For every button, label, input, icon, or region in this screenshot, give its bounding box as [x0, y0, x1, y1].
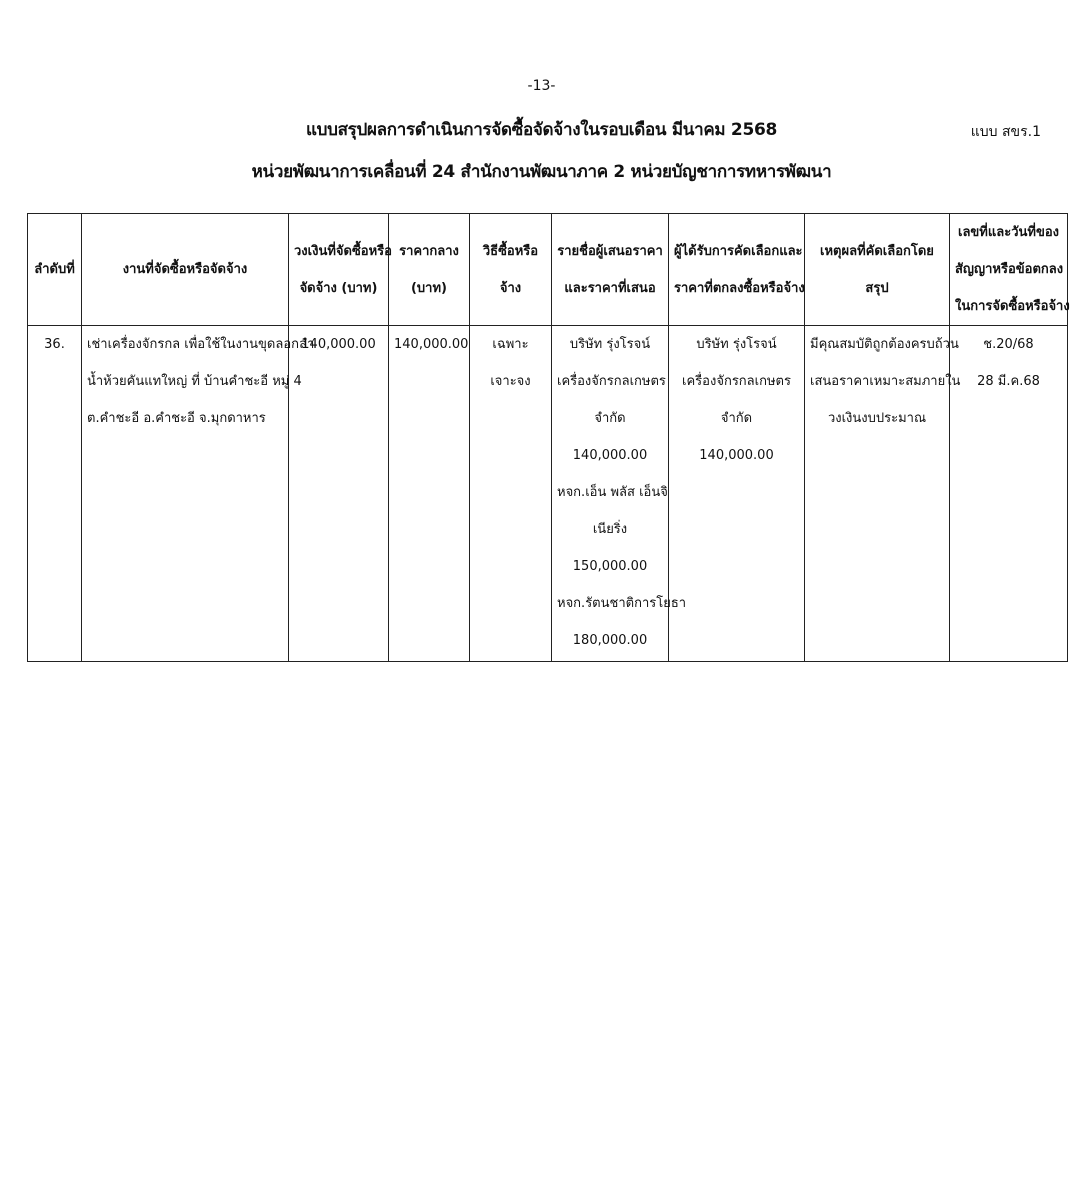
cell-method: เฉพาะเจาะจง — [470, 326, 552, 662]
form-code: แบบ สขร.1 — [970, 124, 1041, 140]
header-selected: ผู้ได้รับการคัดเลือกและ ราคาที่ตกลงซื้อหรือจ้าง — [669, 214, 805, 326]
header-method: วิธีซื้อหรือจ้าง — [470, 214, 552, 326]
header-budget: วงเงินที่จัดซื้อหรือ จัดจ้าง (บาท) — [289, 214, 389, 326]
cell-work: เช่าเครื่องจักรกล เพื่อใช้ในงานขุดลอกลำ น้ำห้วยคันแทใหญ่ ที่ บ้านคำชะอี หมู่ 4 ต.คำชะอี อ.คำชะอี จ.มุกดาหาร — [82, 326, 289, 662]
cell-reason: มีคุณสมบัติถูกต้องครบถ้วน เสนอราคาเหมาะสมภายใน วงเงินงบประมาณ — [805, 326, 950, 662]
header-bidders: รายชื่อผู้เสนอราคา และราคาที่เสนอ — [552, 214, 669, 326]
cell-bidders: บริษัท รุ่งโรจน์ เครื่องจักรกลเกษตร จำกัด 140,000.00 หจก.เอ็น พลัส เอ็นจิ เนียริ่ง 150,000.00 หจก.รัตนชาติการโยธา 180,000.00 — [552, 326, 669, 662]
header-no: ลำดับที่ — [28, 214, 82, 326]
cell-budget: 140,000.00 — [289, 326, 389, 662]
header-reason: เหตุผลที่คัดเลือกโดยสรุป — [805, 214, 950, 326]
cell-no: 36. — [28, 326, 82, 662]
cell-median-price: 140,000.00 — [389, 326, 470, 662]
header-work: งานที่จัดซื้อหรือจัดจ้าง — [82, 214, 289, 326]
table-header-row — [28, 214, 1068, 326]
header-median-price: ราคากลาง (บาท) — [389, 214, 470, 326]
procurement-summary-table — [27, 213, 1068, 662]
page-number: -13- — [527, 78, 556, 94]
cell-contract: ช.20/68 28 มี.ค.68 — [950, 326, 1068, 662]
document-subtitle: หน่วยพัฒนาการเคลื่อนที่ 24 สำนักงานพัฒนาภาค 2 หน่วยบัญชาการทหารพัฒนา — [251, 162, 832, 182]
cell-selected: บริษัท รุ่งโรจน์ เครื่องจักรกลเกษตร จำกัด 140,000.00 — [669, 326, 805, 662]
table-row — [28, 326, 1068, 662]
document-title: แบบสรุปผลการดำเนินการจัดซื้อจัดจ้างในรอบเดือน มีนาคม 2568 — [305, 120, 778, 140]
header-contract: เลขที่และวันที่ของ สัญญาหรือข้อตกลง ในการจัดซื้อหรือจ้าง — [950, 214, 1068, 326]
